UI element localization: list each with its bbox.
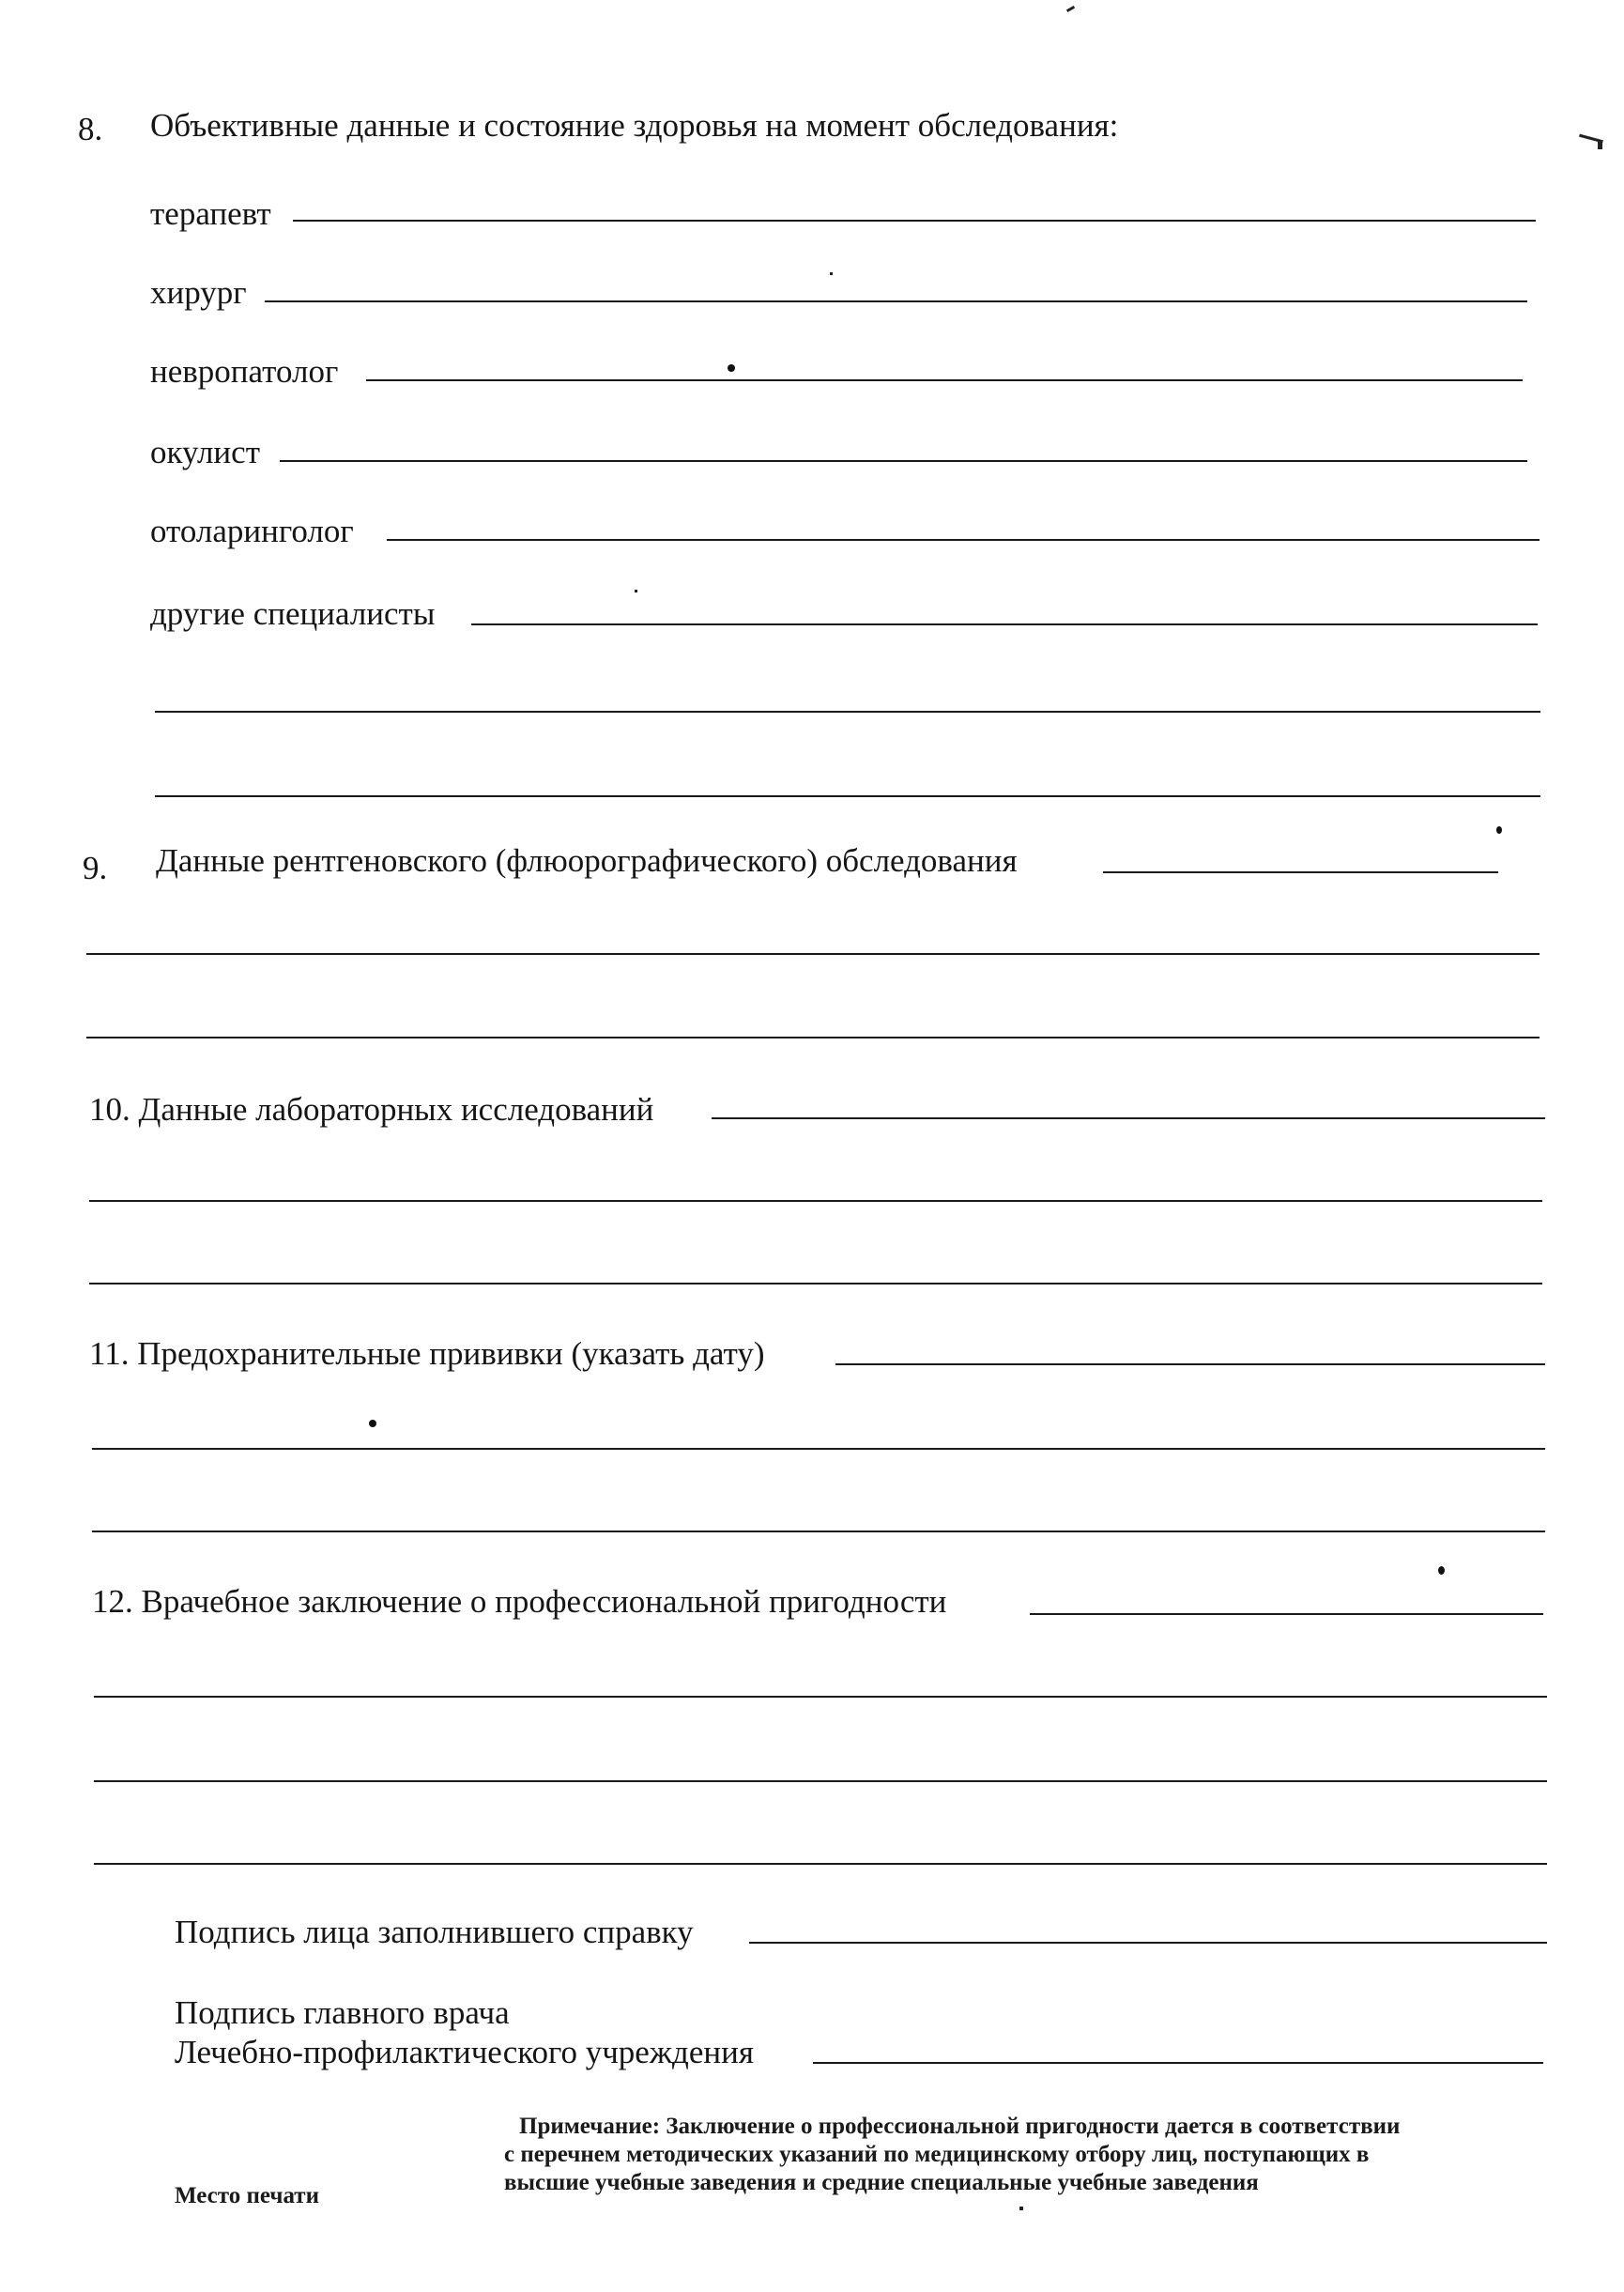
section-9-field[interactable] bbox=[1103, 871, 1498, 873]
scan-speck bbox=[1598, 141, 1602, 149]
section-12-line-2[interactable] bbox=[94, 1780, 1547, 1782]
section-12-field[interactable] bbox=[1030, 1613, 1543, 1615]
section-9-number: 9. bbox=[83, 850, 108, 886]
section-11-label: 11. Предохранительные прививки (указать дату) bbox=[89, 1335, 765, 1372]
specialist-ent-field[interactable] bbox=[387, 539, 1540, 541]
stamp-place-label: Место печати bbox=[175, 2183, 319, 2208]
section-12-label: 12. Врачебное заключение о профессиональной пригодности bbox=[92, 1583, 947, 1620]
section-8-extra-line-2[interactable] bbox=[155, 795, 1540, 797]
section-10-label: 10. Данные лабораторных исследований bbox=[89, 1091, 654, 1128]
section-8-heading: Объективные данные и состояние здоровья на момент обследования: bbox=[150, 107, 1119, 144]
section-11-field[interactable] bbox=[835, 1363, 1545, 1365]
specialist-ent-label: отоларинголог bbox=[150, 513, 354, 549]
specialist-therapist-label: терапевт bbox=[150, 195, 271, 232]
scan-speck bbox=[830, 272, 833, 275]
signature-chief-label-1: Подпись главного врача bbox=[175, 1994, 510, 2031]
scan-speck bbox=[1066, 6, 1075, 12]
section-9-line-2[interactable] bbox=[86, 1037, 1540, 1038]
section-8-number: 8. bbox=[78, 111, 103, 147]
section-11-line-1[interactable] bbox=[92, 1448, 1545, 1450]
section-9-label: Данные рентгеновского (флюорографического) обследования bbox=[156, 842, 1018, 879]
specialist-other-field[interactable] bbox=[471, 623, 1538, 625]
note-line-1: Примечание: Заключение о профессиональной пригодности дается в соответствии bbox=[519, 2114, 1401, 2139]
note-line-3: высшие учебные заведения и средние специальные учебные заведения bbox=[504, 2170, 1259, 2195]
section-10-field[interactable] bbox=[712, 1117, 1545, 1119]
specialist-other-label: другие специалисты bbox=[150, 595, 436, 632]
scan-speck bbox=[1019, 2207, 1023, 2210]
section-12-line-3[interactable] bbox=[94, 1863, 1547, 1865]
specialist-surgeon-field[interactable] bbox=[265, 300, 1527, 302]
scan-speck bbox=[369, 1420, 376, 1427]
signature-chief-field[interactable] bbox=[813, 2062, 1543, 2064]
signature-filler-field[interactable] bbox=[749, 1942, 1547, 1944]
section-11-line-2[interactable] bbox=[92, 1531, 1545, 1532]
signature-filler-label: Подпись лица заполнившего справку bbox=[175, 1914, 694, 1950]
scan-speck bbox=[728, 364, 735, 372]
specialist-oculist-label: окулист bbox=[150, 434, 260, 470]
note-line-2: с перечнем методических указаний по медицинскому отбору лиц, поступающих в bbox=[504, 2142, 1370, 2167]
specialist-neurologist-label: невропатолог bbox=[150, 353, 339, 390]
specialist-neurologist-field[interactable] bbox=[366, 379, 1523, 381]
scan-speck bbox=[635, 590, 637, 592]
section-9-line-1[interactable] bbox=[86, 953, 1540, 955]
specialist-oculist-field[interactable] bbox=[280, 460, 1527, 462]
section-10-line-2[interactable] bbox=[89, 1283, 1542, 1284]
scan-speck bbox=[1438, 1566, 1445, 1575]
scan-speck bbox=[1496, 826, 1502, 834]
signature-chief-label-2: Лечебно-профилактического учреждения bbox=[175, 2034, 754, 2070]
section-8-extra-line-1[interactable] bbox=[155, 711, 1540, 713]
specialist-therapist-field[interactable] bbox=[293, 220, 1536, 222]
section-12-line-1[interactable] bbox=[94, 1696, 1547, 1698]
section-10-line-1[interactable] bbox=[89, 1200, 1542, 1202]
specialist-surgeon-label: хирург bbox=[150, 274, 247, 311]
